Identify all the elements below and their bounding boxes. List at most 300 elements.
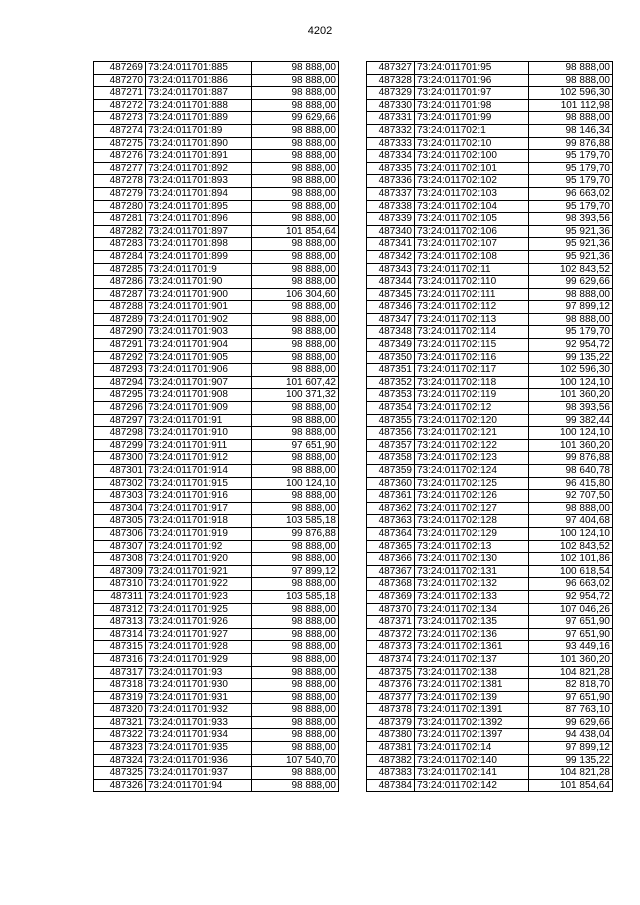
table-row bbox=[367, 553, 613, 566]
cadastral-number-cell: 73:24:011701:916 bbox=[146, 490, 252, 503]
table-row bbox=[94, 427, 339, 440]
record-number-cell: 487290 bbox=[94, 326, 146, 339]
record-number-cell: 487353 bbox=[367, 389, 415, 402]
value-cell: 98 888,00 bbox=[252, 767, 339, 780]
cadastral-number-cell: 73:24:011701:931 bbox=[146, 691, 252, 704]
record-number-cell: 487337 bbox=[367, 187, 415, 200]
table-row bbox=[367, 137, 613, 150]
table-row bbox=[367, 124, 613, 137]
value-cell: 98 888,00 bbox=[252, 250, 339, 263]
record-number-cell: 487360 bbox=[367, 477, 415, 490]
table-row bbox=[94, 112, 339, 125]
table-row bbox=[367, 616, 613, 629]
table-row bbox=[94, 578, 339, 591]
table-row bbox=[367, 364, 613, 377]
table-row bbox=[94, 628, 339, 641]
value-cell: 98 146,34 bbox=[529, 124, 613, 137]
table-row bbox=[94, 515, 339, 528]
table-row bbox=[94, 553, 339, 566]
value-cell: 102 843,52 bbox=[529, 263, 613, 276]
register-table-left bbox=[93, 61, 339, 792]
record-number-cell: 487348 bbox=[367, 326, 415, 339]
cadastral-number-cell: 73:24:011701:910 bbox=[146, 427, 252, 440]
table-row bbox=[94, 616, 339, 629]
table-row bbox=[94, 565, 339, 578]
record-number-cell: 487291 bbox=[94, 339, 146, 352]
table-row bbox=[367, 742, 613, 755]
value-cell: 98 888,00 bbox=[529, 74, 613, 87]
cadastral-number-cell: 73:24:011701:927 bbox=[146, 628, 252, 641]
table-row bbox=[367, 465, 613, 478]
table-row bbox=[94, 754, 339, 767]
value-cell: 98 888,00 bbox=[252, 465, 339, 478]
cadastral-number-cell: 73:24:011701:905 bbox=[146, 351, 252, 364]
record-number-cell: 487305 bbox=[94, 515, 146, 528]
value-cell: 99 876,88 bbox=[529, 452, 613, 465]
table-row bbox=[94, 704, 339, 717]
record-number-cell: 487286 bbox=[94, 276, 146, 289]
cadastral-number-cell: 73:24:011701:94 bbox=[146, 779, 252, 792]
table-row bbox=[94, 477, 339, 490]
record-number-cell: 487274 bbox=[94, 124, 146, 137]
record-number-cell: 487332 bbox=[367, 124, 415, 137]
table-row bbox=[367, 175, 613, 188]
value-cell: 92 707,50 bbox=[529, 490, 613, 503]
record-number-cell: 487322 bbox=[94, 729, 146, 742]
cadastral-number-cell: 73:24:011702:113 bbox=[415, 313, 529, 326]
cadastral-number-cell: 73:24:011702:1391 bbox=[415, 704, 529, 717]
value-cell: 97 651,90 bbox=[252, 439, 339, 452]
record-number-cell: 487279 bbox=[94, 187, 146, 200]
record-number-cell: 487271 bbox=[94, 87, 146, 100]
cadastral-number-cell: 73:24:011701:903 bbox=[146, 326, 252, 339]
cadastral-number-cell: 73:24:011701:893 bbox=[146, 175, 252, 188]
table-row bbox=[94, 200, 339, 213]
value-cell: 100 124,10 bbox=[529, 427, 613, 440]
table-row bbox=[367, 250, 613, 263]
table-row bbox=[94, 767, 339, 780]
cadastral-number-cell: 73:24:011701:898 bbox=[146, 238, 252, 251]
table-row bbox=[94, 490, 339, 503]
cadastral-number-cell: 73:24:011702:131 bbox=[415, 565, 529, 578]
table-row bbox=[367, 679, 613, 692]
record-number-cell: 487269 bbox=[94, 62, 146, 75]
table-row bbox=[367, 590, 613, 603]
cadastral-number-cell: 73:24:011701:901 bbox=[146, 301, 252, 314]
record-number-cell: 487330 bbox=[367, 99, 415, 112]
record-number-cell: 487366 bbox=[367, 553, 415, 566]
table-row bbox=[367, 301, 613, 314]
value-cell: 99 876,88 bbox=[529, 137, 613, 150]
value-cell: 98 888,00 bbox=[252, 502, 339, 515]
value-cell: 97 651,90 bbox=[529, 616, 613, 629]
table-row bbox=[94, 238, 339, 251]
value-cell: 98 888,00 bbox=[252, 364, 339, 377]
record-number-cell: 487282 bbox=[94, 225, 146, 238]
table-row bbox=[94, 250, 339, 263]
record-number-cell: 487351 bbox=[367, 364, 415, 377]
table-row bbox=[367, 754, 613, 767]
record-number-cell: 487284 bbox=[94, 250, 146, 263]
cadastral-number-cell: 73:24:011701:911 bbox=[146, 439, 252, 452]
cadastral-number-cell: 73:24:011702:1381 bbox=[415, 679, 529, 692]
table-row bbox=[94, 175, 339, 188]
value-cell: 98 888,00 bbox=[252, 540, 339, 553]
value-cell: 102 596,30 bbox=[529, 87, 613, 100]
table-row bbox=[94, 150, 339, 163]
table-row bbox=[367, 162, 613, 175]
value-cell: 98 888,00 bbox=[529, 313, 613, 326]
record-number-cell: 487367 bbox=[367, 565, 415, 578]
table-row bbox=[367, 691, 613, 704]
value-cell: 98 888,00 bbox=[252, 742, 339, 755]
record-number-cell: 487296 bbox=[94, 402, 146, 415]
table-row bbox=[367, 414, 613, 427]
table-row bbox=[367, 238, 613, 251]
value-cell: 97 651,90 bbox=[529, 691, 613, 704]
value-cell: 98 888,00 bbox=[252, 238, 339, 251]
cadastral-number-cell: 73:24:011701:99 bbox=[415, 112, 529, 125]
value-cell: 95 179,70 bbox=[529, 175, 613, 188]
table-row bbox=[94, 465, 339, 478]
register-table-right-body bbox=[367, 62, 613, 792]
cadastral-number-cell: 73:24:011701:904 bbox=[146, 339, 252, 352]
table-row bbox=[94, 276, 339, 289]
cadastral-number-cell: 73:24:011701:929 bbox=[146, 653, 252, 666]
value-cell: 98 888,00 bbox=[252, 87, 339, 100]
value-cell: 100 371,32 bbox=[252, 389, 339, 402]
table-row bbox=[367, 150, 613, 163]
record-number-cell: 487378 bbox=[367, 704, 415, 717]
value-cell: 98 888,00 bbox=[252, 200, 339, 213]
cadastral-number-cell: 73:24:011702:127 bbox=[415, 502, 529, 515]
table-row bbox=[94, 779, 339, 792]
cadastral-number-cell: 73:24:011701:919 bbox=[146, 527, 252, 540]
table-row bbox=[367, 263, 613, 276]
value-cell: 95 921,36 bbox=[529, 250, 613, 263]
value-cell: 107 046,26 bbox=[529, 603, 613, 616]
cadastral-number-cell: 73:24:011701:888 bbox=[146, 99, 252, 112]
value-cell: 100 124,10 bbox=[252, 477, 339, 490]
value-cell: 98 888,00 bbox=[252, 326, 339, 339]
table-row bbox=[367, 653, 613, 666]
value-cell: 99 876,88 bbox=[252, 527, 339, 540]
cadastral-number-cell: 73:24:011701:902 bbox=[146, 313, 252, 326]
table-row bbox=[367, 490, 613, 503]
table-row bbox=[94, 653, 339, 666]
table-row bbox=[94, 414, 339, 427]
table-row bbox=[367, 87, 613, 100]
cadastral-number-cell: 73:24:011701:895 bbox=[146, 200, 252, 213]
cadastral-number-cell: 73:24:011701:95 bbox=[415, 62, 529, 75]
register-table-left-body bbox=[94, 62, 339, 792]
record-number-cell: 487364 bbox=[367, 527, 415, 540]
cadastral-number-cell: 73:24:011701:91 bbox=[146, 414, 252, 427]
value-cell: 98 888,00 bbox=[252, 653, 339, 666]
record-number-cell: 487304 bbox=[94, 502, 146, 515]
table-row bbox=[94, 729, 339, 742]
record-number-cell: 487335 bbox=[367, 162, 415, 175]
record-number-cell: 487372 bbox=[367, 628, 415, 641]
cadastral-number-cell: 73:24:011701:93 bbox=[146, 666, 252, 679]
cadastral-number-cell: 73:24:011702:1392 bbox=[415, 716, 529, 729]
record-number-cell: 487323 bbox=[94, 742, 146, 755]
value-cell: 96 663,02 bbox=[529, 578, 613, 591]
value-cell: 100 124,10 bbox=[529, 376, 613, 389]
table-row bbox=[94, 99, 339, 112]
value-cell: 98 888,00 bbox=[252, 603, 339, 616]
value-cell: 98 888,00 bbox=[252, 301, 339, 314]
table-row bbox=[94, 351, 339, 364]
value-cell: 98 888,00 bbox=[252, 553, 339, 566]
cadastral-number-cell: 73:24:011702:118 bbox=[415, 376, 529, 389]
record-number-cell: 487374 bbox=[367, 653, 415, 666]
cadastral-number-cell: 73:24:011702:128 bbox=[415, 515, 529, 528]
value-cell: 107 540,70 bbox=[252, 754, 339, 767]
cadastral-number-cell: 73:24:011701:915 bbox=[146, 477, 252, 490]
cadastral-number-cell: 73:24:011702:130 bbox=[415, 553, 529, 566]
record-number-cell: 487294 bbox=[94, 376, 146, 389]
cadastral-number-cell: 73:24:011701:886 bbox=[146, 74, 252, 87]
value-cell: 98 888,00 bbox=[252, 578, 339, 591]
record-number-cell: 487340 bbox=[367, 225, 415, 238]
record-number-cell: 487277 bbox=[94, 162, 146, 175]
value-cell: 97 404,68 bbox=[529, 515, 613, 528]
table-row bbox=[94, 716, 339, 729]
table-row bbox=[367, 389, 613, 402]
record-number-cell: 487307 bbox=[94, 540, 146, 553]
table-row bbox=[94, 603, 339, 616]
table-row bbox=[94, 301, 339, 314]
table-row bbox=[94, 540, 339, 553]
value-cell: 98 888,00 bbox=[529, 288, 613, 301]
value-cell: 100 124,10 bbox=[529, 527, 613, 540]
value-cell: 98 888,00 bbox=[252, 691, 339, 704]
value-cell: 104 821,28 bbox=[529, 767, 613, 780]
value-cell: 98 888,00 bbox=[252, 490, 339, 503]
table-row bbox=[94, 288, 339, 301]
value-cell: 98 888,00 bbox=[529, 62, 613, 75]
table-row bbox=[367, 62, 613, 75]
record-number-cell: 487281 bbox=[94, 213, 146, 226]
value-cell: 98 888,00 bbox=[252, 704, 339, 717]
record-number-cell: 487368 bbox=[367, 578, 415, 591]
value-cell: 98 888,00 bbox=[252, 213, 339, 226]
record-number-cell: 487376 bbox=[367, 679, 415, 692]
value-cell: 99 629,66 bbox=[529, 276, 613, 289]
record-number-cell: 487317 bbox=[94, 666, 146, 679]
value-cell: 98 888,00 bbox=[252, 402, 339, 415]
table-row bbox=[367, 112, 613, 125]
value-cell: 98 393,56 bbox=[529, 213, 613, 226]
value-cell: 98 888,00 bbox=[252, 124, 339, 137]
cadastral-number-cell: 73:24:011701:907 bbox=[146, 376, 252, 389]
cadastral-number-cell: 73:24:011701:9 bbox=[146, 263, 252, 276]
table-row bbox=[367, 351, 613, 364]
cadastral-number-cell: 73:24:011702:134 bbox=[415, 603, 529, 616]
cadastral-number-cell: 73:24:011702:105 bbox=[415, 213, 529, 226]
value-cell: 97 899,12 bbox=[529, 742, 613, 755]
record-number-cell: 487339 bbox=[367, 213, 415, 226]
table-row bbox=[367, 666, 613, 679]
cadastral-number-cell: 73:24:011701:889 bbox=[146, 112, 252, 125]
record-number-cell: 487280 bbox=[94, 200, 146, 213]
record-number-cell: 487288 bbox=[94, 301, 146, 314]
table-row bbox=[367, 288, 613, 301]
record-number-cell: 487302 bbox=[94, 477, 146, 490]
table-row bbox=[367, 339, 613, 352]
record-number-cell: 487384 bbox=[367, 779, 415, 792]
record-number-cell: 487276 bbox=[94, 150, 146, 163]
table-row bbox=[367, 213, 613, 226]
value-cell: 94 438,04 bbox=[529, 729, 613, 742]
value-cell: 101 360,20 bbox=[529, 439, 613, 452]
record-number-cell: 487347 bbox=[367, 313, 415, 326]
record-number-cell: 487314 bbox=[94, 628, 146, 641]
cadastral-number-cell: 73:24:011701:920 bbox=[146, 553, 252, 566]
value-cell: 98 888,00 bbox=[252, 187, 339, 200]
value-cell: 98 888,00 bbox=[252, 452, 339, 465]
table-row bbox=[94, 402, 339, 415]
table-row bbox=[94, 502, 339, 515]
value-cell: 95 179,70 bbox=[529, 150, 613, 163]
cadastral-number-cell: 73:24:011701:92 bbox=[146, 540, 252, 553]
cadastral-number-cell: 73:24:011702:102 bbox=[415, 175, 529, 188]
record-number-cell: 487352 bbox=[367, 376, 415, 389]
cadastral-number-cell: 73:24:011702:123 bbox=[415, 452, 529, 465]
value-cell: 99 382,44 bbox=[529, 414, 613, 427]
value-cell: 101 854,64 bbox=[252, 225, 339, 238]
cadastral-number-cell: 73:24:011702:12 bbox=[415, 402, 529, 415]
cadastral-number-cell: 73:24:011702:110 bbox=[415, 276, 529, 289]
value-cell: 106 304,60 bbox=[252, 288, 339, 301]
table-row bbox=[367, 187, 613, 200]
value-cell: 99 629,66 bbox=[252, 112, 339, 125]
record-number-cell: 487313 bbox=[94, 616, 146, 629]
record-number-cell: 487334 bbox=[367, 150, 415, 163]
value-cell: 98 888,00 bbox=[252, 62, 339, 75]
record-number-cell: 487285 bbox=[94, 263, 146, 276]
record-number-cell: 487359 bbox=[367, 465, 415, 478]
value-cell: 96 663,02 bbox=[529, 187, 613, 200]
cadastral-number-cell: 73:24:011701:900 bbox=[146, 288, 252, 301]
cadastral-number-cell: 73:24:011701:935 bbox=[146, 742, 252, 755]
value-cell: 97 651,90 bbox=[529, 628, 613, 641]
cadastral-number-cell: 73:24:011701:912 bbox=[146, 452, 252, 465]
table-row bbox=[367, 716, 613, 729]
table-row bbox=[367, 565, 613, 578]
record-number-cell: 487365 bbox=[367, 540, 415, 553]
table-row bbox=[94, 124, 339, 137]
record-number-cell: 487331 bbox=[367, 112, 415, 125]
record-number-cell: 487301 bbox=[94, 465, 146, 478]
value-cell: 99 135,22 bbox=[529, 351, 613, 364]
record-number-cell: 487298 bbox=[94, 427, 146, 440]
value-cell: 98 888,00 bbox=[252, 666, 339, 679]
record-number-cell: 487318 bbox=[94, 679, 146, 692]
record-number-cell: 487371 bbox=[367, 616, 415, 629]
record-number-cell: 487320 bbox=[94, 704, 146, 717]
cadastral-number-cell: 73:24:011702:133 bbox=[415, 590, 529, 603]
table-row bbox=[94, 263, 339, 276]
record-number-cell: 487355 bbox=[367, 414, 415, 427]
record-number-cell: 487278 bbox=[94, 175, 146, 188]
record-number-cell: 487316 bbox=[94, 653, 146, 666]
value-cell: 98 888,00 bbox=[252, 99, 339, 112]
table-row bbox=[94, 590, 339, 603]
table-row bbox=[94, 326, 339, 339]
table-row bbox=[367, 603, 613, 616]
cadastral-number-cell: 73:24:011702:122 bbox=[415, 439, 529, 452]
value-cell: 101 607,42 bbox=[252, 376, 339, 389]
record-number-cell: 487289 bbox=[94, 313, 146, 326]
cadastral-number-cell: 73:24:011701:928 bbox=[146, 641, 252, 654]
record-number-cell: 487380 bbox=[367, 729, 415, 742]
cadastral-number-cell: 73:24:011701:892 bbox=[146, 162, 252, 175]
cadastral-number-cell: 73:24:011702:120 bbox=[415, 414, 529, 427]
value-cell: 98 888,00 bbox=[252, 137, 339, 150]
value-cell: 98 888,00 bbox=[252, 628, 339, 641]
table-row bbox=[94, 62, 339, 75]
value-cell: 102 101,86 bbox=[529, 553, 613, 566]
record-number-cell: 487311 bbox=[94, 590, 146, 603]
cadastral-number-cell: 73:24:011701:890 bbox=[146, 137, 252, 150]
table-row bbox=[367, 641, 613, 654]
record-number-cell: 487321 bbox=[94, 716, 146, 729]
record-number-cell: 487327 bbox=[367, 62, 415, 75]
record-number-cell: 487363 bbox=[367, 515, 415, 528]
value-cell: 98 640,78 bbox=[529, 465, 613, 478]
value-cell: 98 888,00 bbox=[252, 150, 339, 163]
cadastral-number-cell: 73:24:011702:132 bbox=[415, 578, 529, 591]
value-cell: 92 954,72 bbox=[529, 590, 613, 603]
cadastral-number-cell: 73:24:011701:934 bbox=[146, 729, 252, 742]
record-number-cell: 487342 bbox=[367, 250, 415, 263]
table-row bbox=[367, 477, 613, 490]
table-row bbox=[367, 515, 613, 528]
value-cell: 87 763,10 bbox=[529, 704, 613, 717]
record-number-cell: 487341 bbox=[367, 238, 415, 251]
record-number-cell: 487373 bbox=[367, 641, 415, 654]
cadastral-number-cell: 73:24:011702:1 bbox=[415, 124, 529, 137]
value-cell: 102 596,30 bbox=[529, 364, 613, 377]
cadastral-number-cell: 73:24:011701:96 bbox=[415, 74, 529, 87]
cadastral-number-cell: 73:24:011702:141 bbox=[415, 767, 529, 780]
record-number-cell: 487270 bbox=[94, 74, 146, 87]
cadastral-number-cell: 73:24:011702:13 bbox=[415, 540, 529, 553]
cadastral-number-cell: 73:24:011701:922 bbox=[146, 578, 252, 591]
value-cell: 98 888,00 bbox=[252, 427, 339, 440]
value-cell: 95 179,70 bbox=[529, 162, 613, 175]
cadastral-number-cell: 73:24:011702:11 bbox=[415, 263, 529, 276]
value-cell: 98 888,00 bbox=[252, 729, 339, 742]
record-number-cell: 487379 bbox=[367, 716, 415, 729]
table-row bbox=[94, 666, 339, 679]
cadastral-number-cell: 73:24:011702:107 bbox=[415, 238, 529, 251]
value-cell: 101 854,64 bbox=[529, 779, 613, 792]
record-number-cell: 487308 bbox=[94, 553, 146, 566]
cadastral-number-cell: 73:24:011701:90 bbox=[146, 276, 252, 289]
cadastral-number-cell: 73:24:011701:906 bbox=[146, 364, 252, 377]
value-cell: 95 179,70 bbox=[529, 326, 613, 339]
table-row bbox=[367, 439, 613, 452]
table-row bbox=[94, 74, 339, 87]
cadastral-number-cell: 73:24:011702:116 bbox=[415, 351, 529, 364]
cadastral-number-cell: 73:24:011702:138 bbox=[415, 666, 529, 679]
record-number-cell: 487338 bbox=[367, 200, 415, 213]
value-cell: 98 888,00 bbox=[252, 641, 339, 654]
cadastral-number-cell: 73:24:011702:106 bbox=[415, 225, 529, 238]
